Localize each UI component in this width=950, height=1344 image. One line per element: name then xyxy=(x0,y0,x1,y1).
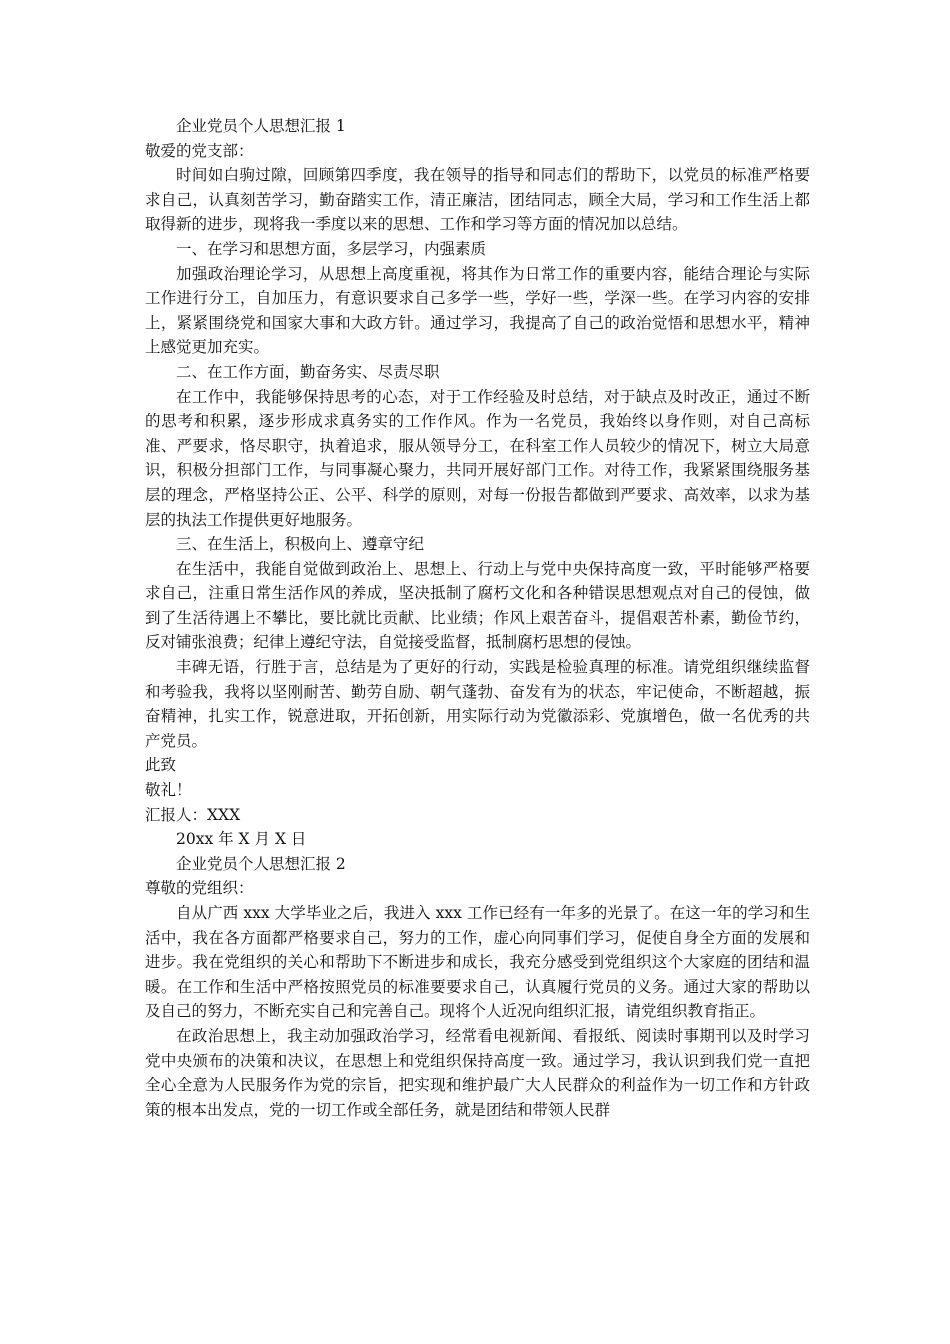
report1-section3-body: 在生活中，我能自觉做到政治上、思想上、行动上与党中央保持高度一致，平时能够严格要求自己，注重日常生活作风的养成，坚决抵制了腐朽文化和各种错误思想观点对自己的侵蚀，做到了生活待遇上不攀比，要比就比贡献、比业绩；作风上艰苦奋斗，提倡艰苦朴素，勤俭节约，反对铺张浪费；纪律上遵纪守法，自觉接受监督，抵制腐朽思想的侵蚀。 xyxy=(145,559,810,652)
report1-closing-2: 敬礼！ xyxy=(145,781,192,800)
report2-politics: 在政治思想上，我主动加强政治学习，经常看电视新闻、看报纸、阅读时事期刊以及时学习党中央颁布的决策和决议，在思想上和党组织保持高度一致。通过学习，我认识到我们党一直把全心全意为人民服务作为党的宗旨，把实现和维护最广大人民群众的利益作为一切工作和方针政策的根本出发点，党的一切工作或全部任务，就是团结和带领人民群 xyxy=(145,1026,810,1119)
report1-title: 企业党员个人思想汇报 1 xyxy=(176,117,346,135)
report1-section3-heading: 三、在生活上，积极向上、遵章守纪 xyxy=(176,535,425,554)
report1-conclusion: 丰碑无语，行胜于言，总结是为了更好的行动，实践是检验真理的标准。请党组织继续监督和考验我，我将以坚刚耐苦、勤劳自励、朝气蓬勃、奋发有为的状态，牢记使命，不断超越，振奋精神，扎实工作，锐意进取，开拓创新，用实际行动为党徽添彩、党旗增色，做一名优秀的共产党员。 xyxy=(145,658,810,750)
report2-salutation: 尊敬的党组织： xyxy=(145,879,254,898)
report1-intro: 时间如白驹过隙，回顾第四季度，我在领导的指导和同志们的帮助下，以党员的标准严格要求自己，认真刻苦学习，勤奋踏实工作，清正廉洁，团结同志，顾全大局，学习和工作生活上都取得新的进步，现将我一季度以来的思想、工作和学习等方面的情况加以总结。 xyxy=(145,166,810,234)
report1-reporter: 汇报人：XXX xyxy=(145,805,241,824)
report1-salutation: 敬爱的党支部： xyxy=(145,141,254,160)
report1-section1-body: 加强政治理论学习，从思想上高度重视，将其作为日常工作的重要内容，能结合理论与实际工作进行分工，自加压力，有意识要求自己多学一些，学好一些，学深一些。在学习内容的安排上，紧紧围绕党和国家大事和大政方针。通过学习，我提高了自己的政治觉悟和思想水平，精神上感觉更加充实。 xyxy=(145,264,810,357)
report1-date: 20xx 年 X 月 X 日 xyxy=(176,830,307,849)
report1-section2-heading: 二、在工作方面，勤奋务实、尽责尽职 xyxy=(176,362,440,381)
report1-closing-1: 此致 xyxy=(145,756,177,775)
document-page xyxy=(145,114,810,1122)
report2-title: 企业党员个人思想汇报 2 xyxy=(176,854,346,873)
report2-intro: 自从广西 xxx 大学毕业之后，我进入 xxx 工作已经有一年多的光景了。在这一年的学习和生活中，我在各方面都严格要求自己，努力的工作，虚心向同事们学习，促使自身全方面的发展和进步。我在党组织的关心和帮助下不断进步和成长，我充分感受到党组织这个大家庭的团结和温暖。在工作和生活中严格按照党员的标准要要求自己，认真履行党员的义务。通过大家的帮助以及自己的努力，不断充实自己和完善自己。现将个人近况向组织汇报，请党组织教育指正。 xyxy=(145,904,810,1021)
report1-section2-body: 在工作中，我能够保持思考的心态，对于工作经验及时总结，对于缺点及时改正，通过不断的思考和积累，逐步形成求真务实的工作作风。作为一名党员，我始终以身作则，对自己高标准、严要求，恪尽职守，执着追求，服从领导分工，在科室工作人员较少的情况下，树立大局意识，积极分担部门工作，与同事凝心聚力，共同开展好部门工作。对待工作，我紧紧围绕服务基层的理念，严格坚持公正、公平、科学的原则，对每一份报告都做到严要求、高效率，以求为基层的执法工作提供更好地服务。 xyxy=(145,387,810,529)
report1-section1-heading: 一、在学习和思想方面，多层学习，内强素质 xyxy=(176,239,487,258)
